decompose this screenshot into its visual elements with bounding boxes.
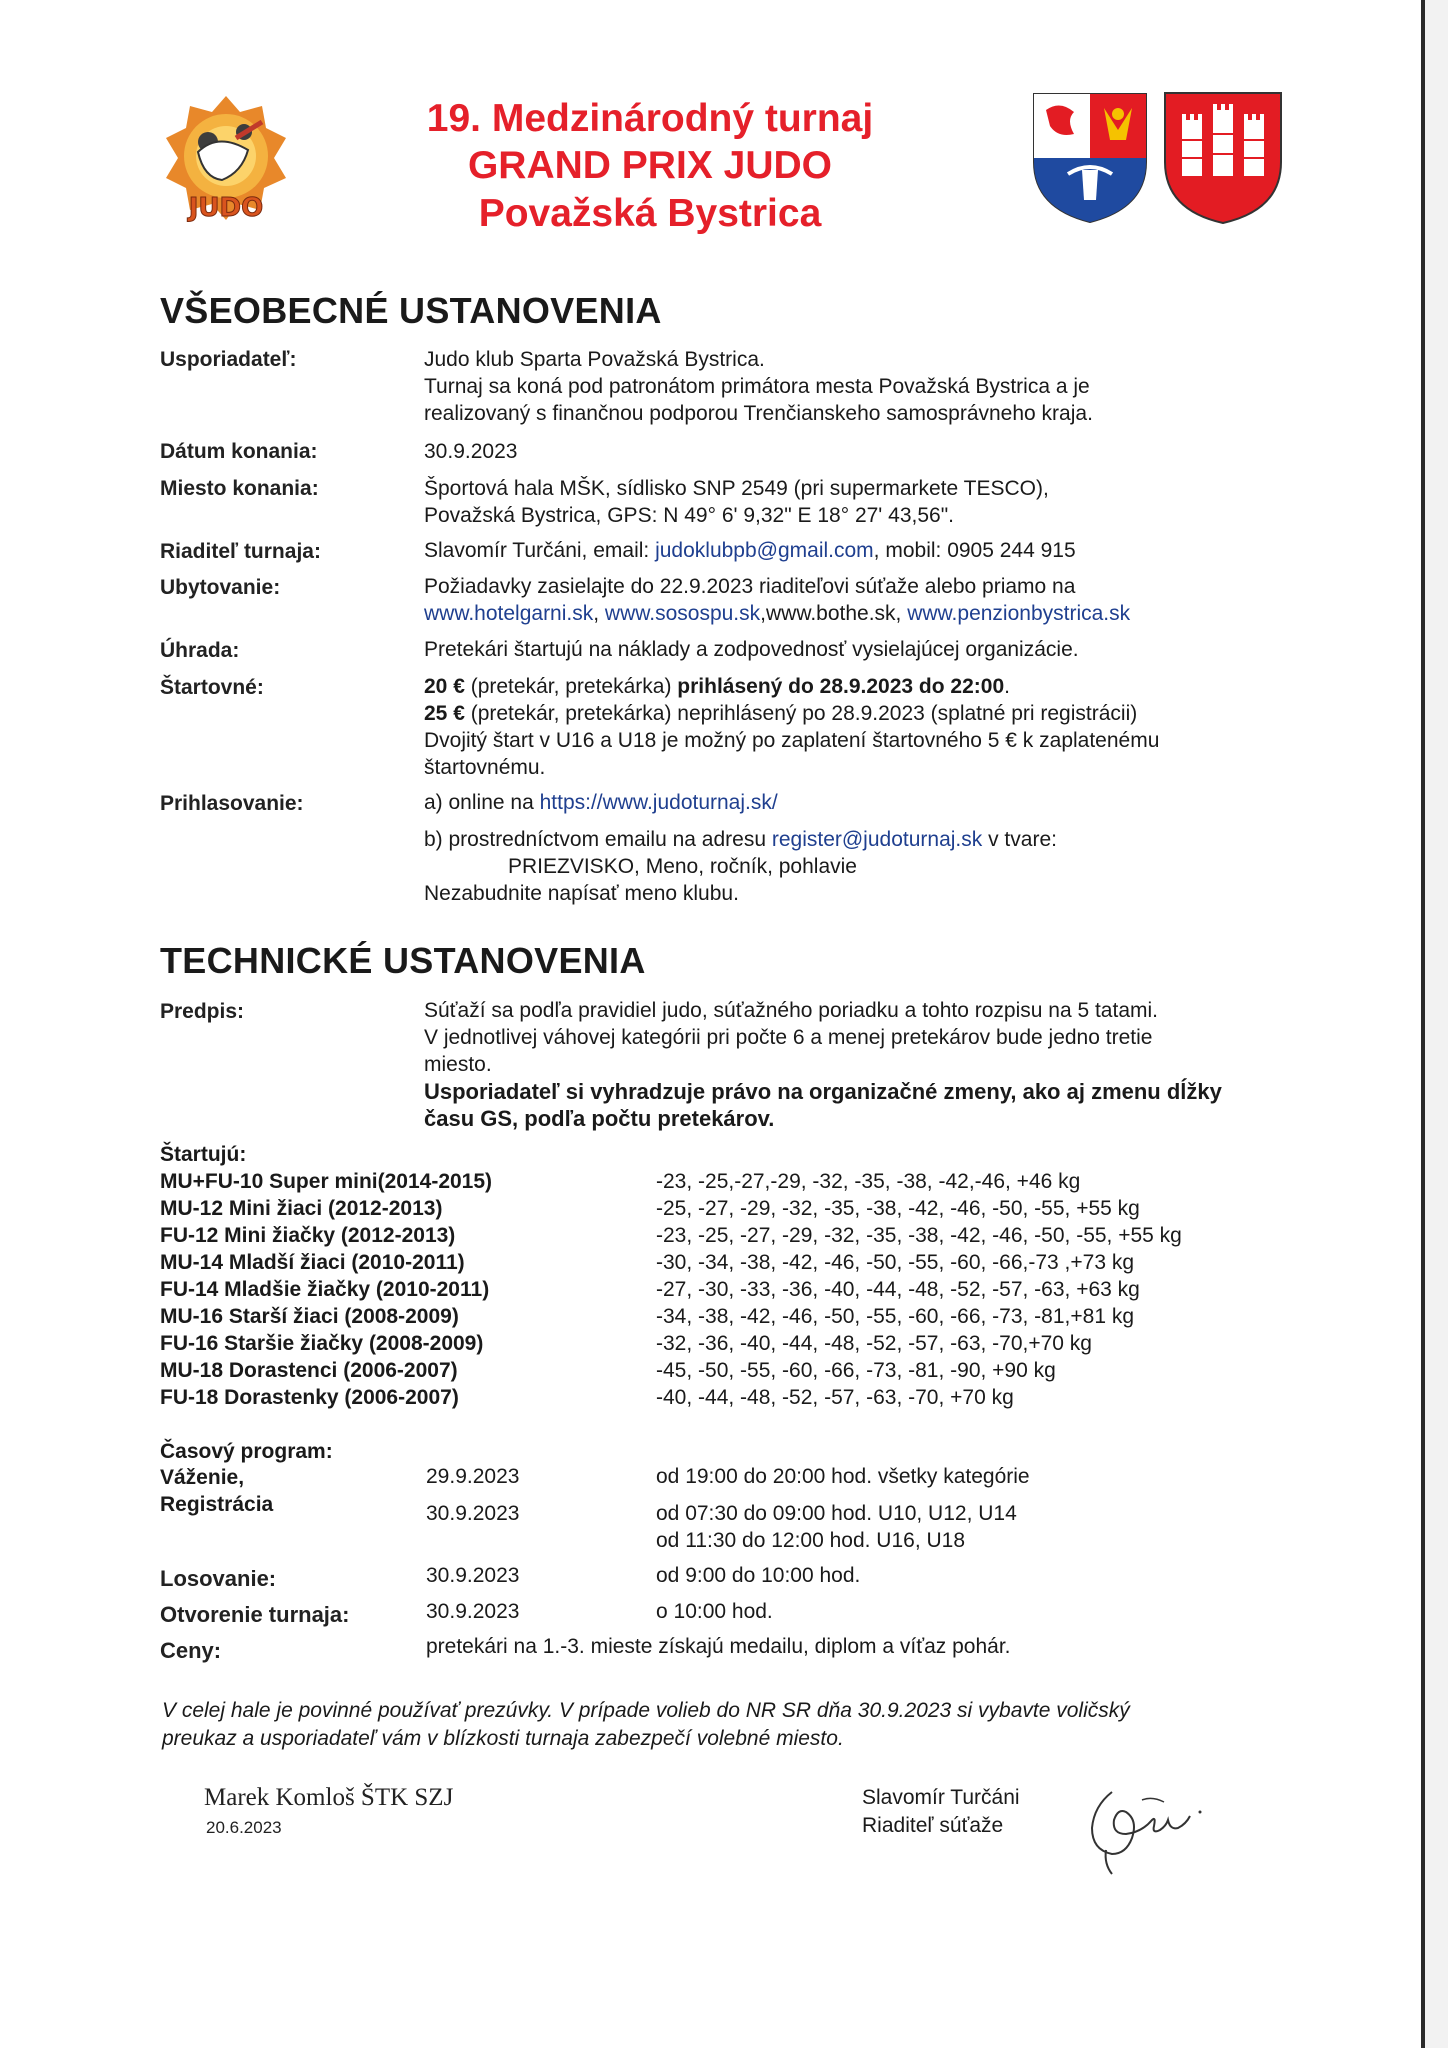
category-weights: -23, -25, -27, -29, -32, -35, -38, -42, -46, -50, -55, +55 kg — [656, 1224, 1182, 1247]
page-margin — [1425, 0, 1448, 2048]
fee-label: Štartovné: — [160, 676, 264, 699]
date-value: 30.9.2023 — [424, 440, 518, 463]
sosospu-link[interactable]: www.sosospu.sk — [604, 602, 761, 625]
director-value: Slavomír Turčáni, email: judoklubpb@gmail.com, mobil: 0905 244 915 — [424, 539, 1076, 562]
fee-value: 20 € (pretekár, pretekárka) prihlásený do 28.9.2023 do 22:00. 25 € (pretekár, pretekárka) neprihlásený po 28.9.2023 (splatné pri registrácii) Dvojitý štart v U16 a U18 je možný po zaplatení štartovného 5 € k zaplatenému štartovnému. — [424, 675, 1160, 779]
region-coat-of-arms-icon — [1162, 90, 1284, 226]
technical-section-heading: TECHNICKÉ USTANOVENIA — [160, 940, 646, 981]
payment-value: Pretekári štartujú na náklady a zodpovednosť vysielajúcej organizácie. — [424, 638, 1079, 661]
weighin-label: Váženie, Registrácia — [160, 1466, 274, 1516]
tournament-title-line-1: 19. Medzinárodný turnaj — [426, 97, 874, 140]
organizer-value: Judo klub Sparta Považská Bystrica. Turnaj sa koná pod patronátom primátora mesta Považská Bystrica a je realizovaný s finančnou podporou Trenčianskeho samosprávneho kraja. — [424, 348, 1093, 425]
draw-date: 30.9.2023 — [426, 1564, 520, 1587]
rules-label: Predpis: — [160, 1000, 245, 1023]
category-name: MU-12 Mini žiaci (2012-2013) — [160, 1197, 443, 1220]
category-list — [160, 1168, 492, 1411]
accommodation-value: Požiadavky zasielajte do 22.9.2023 riaditeľovi súťaže alebo priamo na www.hotelgarni.sk, www.sosospu.sk,www.bothe.sk, www.penzionbystrica.sk — [424, 575, 1131, 625]
category-name: FU-18 Dorastenky (2006-2007) — [160, 1386, 459, 1409]
category-weights: -34, -38, -42, -46, -50, -55, -60, -66, -73, -81,+81 kg — [656, 1305, 1135, 1328]
category-weights: -32, -36, -40, -44, -48, -52, -57, -63, -70,+70 kg — [656, 1332, 1092, 1355]
category-name: MU+FU-10 Super mini(2014-2015) — [160, 1170, 493, 1193]
category-name: FU-14 Mladšie žiačky (2010-2011) — [160, 1278, 490, 1301]
category-weights: -45, -50, -55, -60, -66, -73, -81, -90, +90 kg — [656, 1359, 1056, 1382]
prizes-label: Ceny: — [160, 1638, 222, 1663]
penzionbystrica-link[interactable]: www.penzionbystrica.sk — [907, 602, 1131, 625]
right-signatory-role: Riaditeľ súťaže — [862, 1814, 1004, 1837]
weighin-date-2: 30.9.2023 — [426, 1502, 520, 1525]
city-coat-of-arms-icon — [1030, 90, 1150, 226]
hotelgarni-link[interactable]: www.hotelgarni.sk — [424, 602, 594, 625]
prizes-value: pretekári na 1.-3. mieste získajú medailu, diplom a víťaz pohár. — [426, 1635, 1011, 1658]
register-email-link[interactable]: register@judoturnaj.sk — [771, 828, 983, 851]
accommodation-label: Ubytovanie: — [160, 576, 281, 599]
organizer-label: Usporiadateľ: — [160, 348, 297, 371]
director-email-link[interactable]: judoklubpb@gmail.com — [655, 539, 874, 562]
handwritten-signature-icon — [1082, 1772, 1212, 1882]
schedule-label: Časový program: — [160, 1440, 333, 1463]
judoturnaj-link[interactable]: https://www.judoturnaj.sk/ — [539, 791, 778, 814]
director-label: Riaditeľ turnaja: — [160, 540, 321, 563]
category-weights: -23, -25,-27,-29, -32, -35, -38, -42,-46, +46 kg — [656, 1170, 1081, 1193]
weighin-time-1: od 19:00 do 20:00 hod. všetky kategórie — [656, 1465, 1030, 1488]
date-label: Dátum konania: — [160, 440, 318, 463]
svg-text:JUDO: JUDO — [188, 193, 264, 222]
judo-club-logo-icon — [158, 92, 294, 222]
category-name: MU-18 Dorastenci (2006-2007) — [160, 1359, 458, 1382]
tournament-title-line-2: GRAND PRIX JUDO — [467, 144, 833, 187]
category-weights: -25, -27, -29, -32, -35, -38, -42, -46, -50, -55, +55 kg — [656, 1197, 1140, 1220]
tournament-title-line-3: Považská Bystrica — [478, 192, 822, 235]
venue-label: Miesto konania: — [160, 477, 319, 500]
opening-label: Otvorenie turnaja: — [160, 1602, 350, 1627]
right-signatory — [862, 1784, 1020, 1840]
category-name: MU-16 Starší žiaci (2008-2009) — [160, 1305, 459, 1328]
category-weights: -40, -44, -48, -52, -57, -63, -70, +70 kg — [656, 1386, 1014, 1409]
opening-time: o 10:00 hod. — [656, 1600, 773, 1623]
category-name: FU-16 Staršie žiačky (2008-2009) — [160, 1332, 484, 1355]
category-weights: -27, -30, -33, -36, -40, -44, -48, -52, -57, -63, +63 kg — [656, 1278, 1140, 1301]
weighin-time-2: od 07:30 do 09:00 hod. U10, U12, U14 od 11:30 do 12:00 hod. U16, U18 — [656, 1502, 1017, 1552]
category-name: MU-14 Mladší žiaci (2010-2011) — [160, 1251, 465, 1274]
registration-email: b) prostredníctvom emailu na adresu register@judoturnaj.sk v tvare: PRIEZVISKO, Meno, ročník, pohlavie Nezabudnite napísať meno klubu. — [424, 828, 1057, 905]
right-signatory-name: Slavomír Turčáni — [862, 1786, 1020, 1809]
general-section-heading: VŠEOBECNÉ USTANOVENIA — [160, 290, 662, 331]
footer-note: V celej hale je povinné používať prezúvky. V prípade volieb do NR SR dňa 30.9.2023 si vybavte voličský preukaz a usporiadateľ vám v blízkosti turnaja zabezpečí volebné miesto. — [162, 1699, 1130, 1750]
category-name: FU-12 Mini žiačky (2012-2013) — [160, 1224, 456, 1247]
draw-time: od 9:00 do 10:00 hod. — [656, 1564, 861, 1587]
opening-date: 30.9.2023 — [426, 1600, 520, 1623]
venue-value: Športová hala MŠK, sídlisko SNP 2549 (pri supermarkete TESCO), Považská Bystrica, GPS: N 49° 6' 9,32" E 18° 27' 43,56". — [424, 477, 1049, 527]
payment-label: Úhrada: — [160, 639, 240, 662]
draw-label: Losovanie: — [160, 1566, 277, 1591]
starters-label: Štartujú: — [160, 1143, 247, 1166]
registration-label: Prihlasovanie: — [160, 792, 304, 815]
weighin-date-1: 29.9.2023 — [426, 1465, 520, 1488]
left-signatory-date: 20.6.2023 — [206, 1818, 282, 1837]
weight-list — [656, 1168, 1182, 1411]
rules-value: Súťaží sa podľa pravidiel judo, súťažného poriadku a tohto rozpisu na 5 tatami. V jednotlivej váhovej kategórii pri počte 6 a menej pretekárov bude jedno tretie miesto. Usporiadateľ si vyhradzuje právo na organizačné zmeny, ako aj zmenu dĺžky času GS, podľa počtu pretekárov. — [424, 999, 1222, 1131]
registration-online: a) online na https://www.judoturnaj.sk/ — [424, 791, 778, 814]
left-signatory-name: Marek Komloš ŠTK SZJ — [204, 1784, 454, 1811]
category-weights: -30, -34, -38, -42, -46, -50, -55, -60, -66,-73 ,+73 kg — [656, 1251, 1135, 1274]
